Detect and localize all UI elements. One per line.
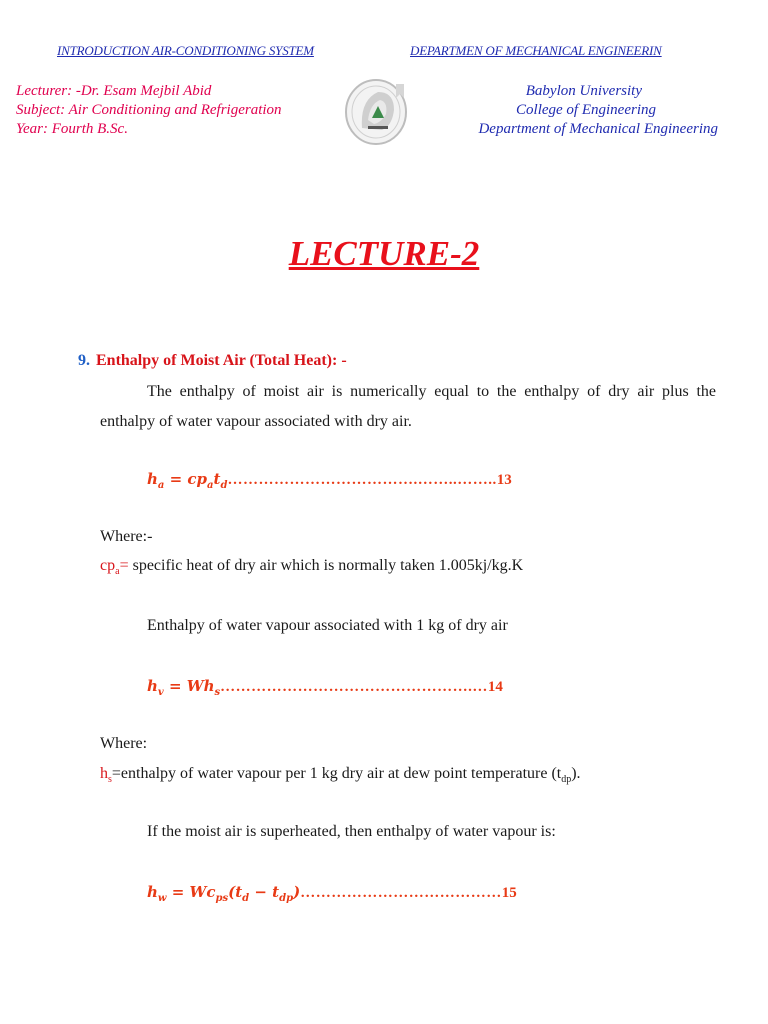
where-label-1: Where:- — [100, 528, 153, 545]
course-info — [16, 82, 282, 139]
college: College of Engineering — [516, 102, 656, 118]
where-label-2: Where: — [100, 735, 148, 752]
intro-text: The enthalpy of moist air is numerically equal to the enthalpy of dry air plus the enthalpy of water vapour associated with dry air. — [100, 383, 716, 430]
equation-15: $h_w = Wc_{ps}(t_d$ − $t_{dp})\dots\dots\dots\dots\dots\dots\dots\dots\dots\dots\dots\dots\dots 15$ — [147, 883, 517, 904]
section-heading — [78, 352, 347, 370]
institution-info — [478, 82, 718, 139]
superheat-line: If the moist air is superheated, then enthalpy of water vapour is: — [147, 823, 556, 840]
eq15-dots: ………………………………… — [300, 885, 502, 901]
university-seal-icon — [338, 70, 418, 150]
eq14-number: 14 — [487, 679, 503, 695]
eq13-dots: ……………………………….……..…….. — [227, 472, 497, 488]
subject: Subject: Air Conditioning and Refrigeration — [16, 102, 282, 118]
eq13-number: 13 — [496, 472, 512, 488]
eq14-dots: ………………………………………….… — [220, 679, 488, 695]
header-left-title: INTRODUCTION AIR-CONDITIONING SYSTEM — [57, 43, 314, 58]
hs-definition: $h_s=enthalpy$ of water vapour per 1 kg dry air at dew point temperature $(t_{dp})$. — [100, 765, 581, 786]
department: Department of Mechanical Engineering — [478, 121, 718, 137]
lecturer: Lecturer: -Dr. Esam Mejbil Abid — [16, 83, 212, 99]
equation-14: $h_v$ = $Wh_s\dots\dots\dots\dots\dots\dots\dots\dots\dots\dots\dots\dots\dots\dots\dots\dots.\dots 14$ — [147, 677, 503, 698]
cpa-definition: $cp_a=$ specific heat of dry air which is normally taken 1.005kj/kg.K — [100, 557, 524, 578]
vapour-line: Enthalpy of water vapour associated with 1 kg of dry air — [147, 617, 508, 634]
intro-paragraph — [100, 377, 716, 437]
lecture-title: LECTURE-2 — [288, 234, 480, 273]
section-title: Enthalpy of Moist Air (Total Heat): - — [96, 352, 347, 369]
year: Year: Fourth B.Sc. — [16, 121, 128, 137]
eq15-number: 15 — [501, 885, 517, 901]
section-number: 9. — [78, 352, 90, 369]
header-right-title: DEPARTMEN OF MECHANICAL ENGINEERIN — [410, 43, 662, 58]
university: Babylon University — [525, 83, 642, 99]
equation-13: $h_a$ = $cp_at_d\dots\dots\dots\dots\dots\dots\dots\dots\dots\dots\dots\dots.\dots\dots..\dots\dots..13$ — [147, 470, 512, 491]
